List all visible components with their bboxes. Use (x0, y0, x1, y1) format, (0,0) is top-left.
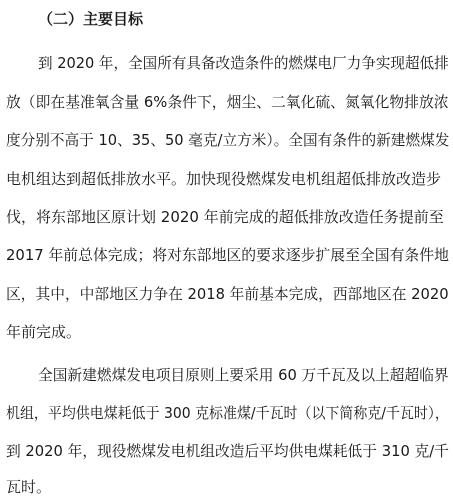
paragraph-2-line-3: 到 2020 年，现役燃煤发电机组改造后平均供电煤耗低于 310 克/千 (6, 442, 449, 460)
paragraph-1-line-6: 2017 年前总体完成；将对东部地区的要求逐步扩展至全国有条件地 (6, 246, 449, 264)
paragraph-1-line-8: 年前完成。 (6, 323, 82, 341)
paragraph-1-line-7: 区，其中，中部地区力争在 2018 年前基本完成，西部地区在 2020 (6, 285, 449, 303)
paragraph-1-line-1: 到 2020 年，全国所有具备改造条件的燃煤电厂力争实现超低排 (38, 54, 449, 72)
section-heading: （二）主要目标 (38, 10, 144, 28)
paragraph-1-line-2: 放（即在基准氧含量 6%条件下，烟尘、二氧化硫、氮氧化物排放浓 (6, 93, 449, 111)
paragraph-2-line-4: 瓦时。 (6, 478, 52, 496)
paragraph-2-line-1: 全国新建燃煤发电项目原则上要采用 60 万千瓦及以上超超临界 (38, 366, 449, 384)
paragraph-2-line-2: 机组，平均供电煤耗低于 300 克标准煤/千瓦时（以下简称克/千瓦时）， (6, 404, 449, 422)
paragraph-1-line-4: 电机组达到超低排放水平。加快现役燃煤发电机组超低排放改造步 (6, 170, 442, 188)
paragraph-1-line-5: 伐，将东部地区原计划 2020 年前完成的超低排放改造任务提前至 (6, 208, 444, 226)
paragraph-1-line-3: 度分别不高于 10、35、50 毫克/立方米）。全国有条件的新建燃煤发 (6, 131, 450, 149)
